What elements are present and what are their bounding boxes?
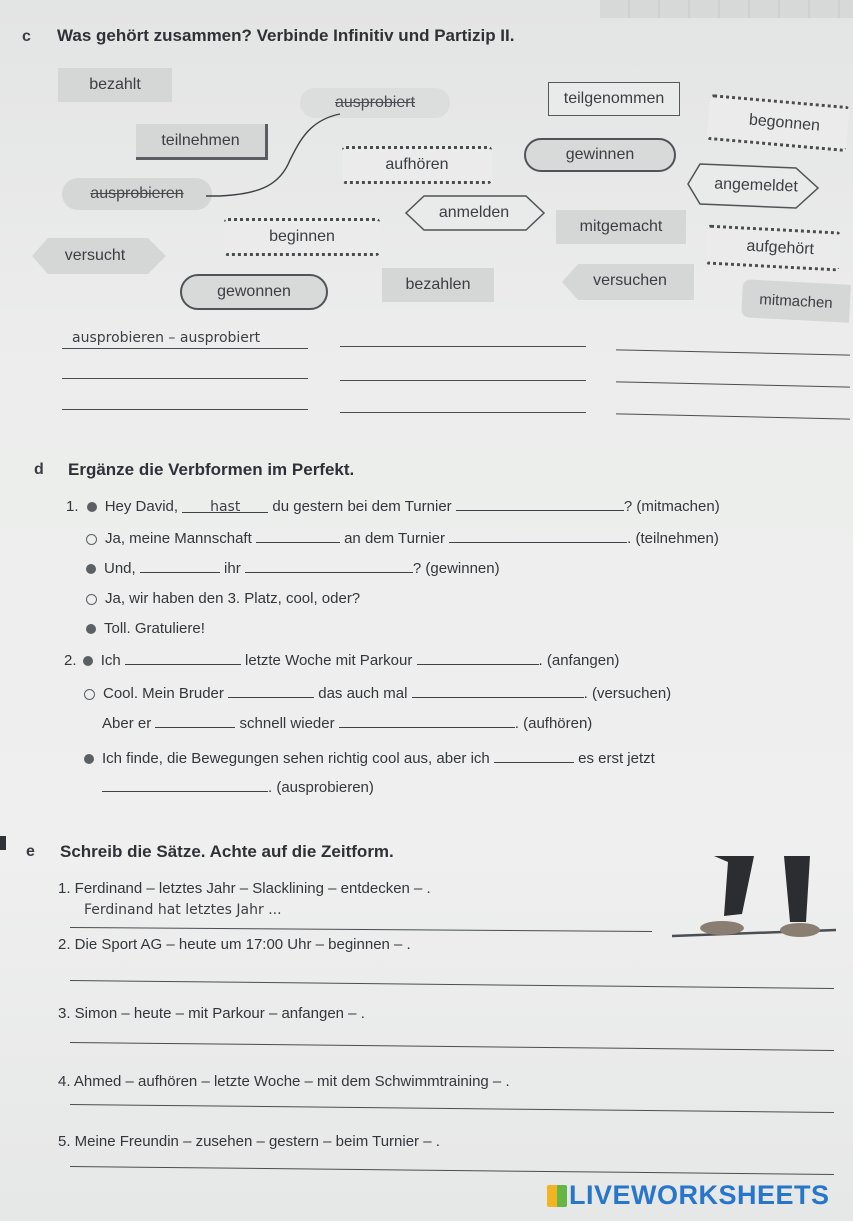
example-answer: ausprobieren – ausprobiert <box>72 330 261 346</box>
gap[interactable] <box>228 683 314 698</box>
word-card[interactable] <box>524 138 676 172</box>
text: Hey David, <box>104 498 179 515</box>
dialog-line <box>84 683 671 702</box>
text: . (anfangen) <box>538 652 620 669</box>
word-label: mitmachen <box>758 290 834 312</box>
dialog-line <box>66 496 720 515</box>
word-card[interactable] <box>382 268 494 302</box>
gap[interactable] <box>140 558 220 573</box>
gap[interactable] <box>456 496 624 511</box>
word-card[interactable] <box>741 279 851 323</box>
text: letzte Woche mit Parkour <box>245 652 413 669</box>
speaker-a-dot <box>83 656 93 666</box>
text: Ich <box>100 652 121 669</box>
liveworksheets-logo <box>547 1180 830 1211</box>
section-e-letter: e <box>26 843 35 860</box>
word-label: bezahlt <box>89 76 141 93</box>
word-card[interactable] <box>62 178 212 210</box>
gap[interactable] <box>102 777 268 792</box>
word-label: aufhören <box>385 156 449 173</box>
answer-line[interactable] <box>340 346 586 347</box>
text: es erst jetzt <box>578 750 655 767</box>
answer-line[interactable] <box>70 1104 834 1113</box>
word-card[interactable] <box>40 242 150 270</box>
text: ? (mitmachen) <box>623 498 720 515</box>
sentence-prompt: 3. Simon – heute – mit Parkour – anfangen – . <box>58 1005 365 1022</box>
gap[interactable] <box>182 498 268 513</box>
sentence-answer: Ferdinand hat letztes Jahr ... <box>84 902 282 918</box>
dialog-line <box>86 590 360 607</box>
word-label: angemeldet <box>713 175 799 196</box>
word-label: mitgemacht <box>579 218 663 235</box>
text: Cool. Mein Bruder <box>103 685 224 702</box>
section-c-heading: Was gehört zusammen? Verbinde Infinitiv und Partizip II. <box>57 26 515 45</box>
word-label: teilgenommen <box>563 90 665 107</box>
text: schnell wieder <box>239 715 335 732</box>
word-card[interactable] <box>574 266 686 296</box>
text: . (aufhören) <box>514 715 593 732</box>
text: Ich finde, die Bewegungen sehen richtig cool aus, aber ich <box>102 750 490 767</box>
answer-line[interactable] <box>62 409 308 410</box>
answer-line[interactable] <box>616 413 850 419</box>
gap[interactable] <box>449 528 627 543</box>
word-card[interactable] <box>180 274 328 310</box>
word-label: bezahlen <box>405 276 471 293</box>
word-card[interactable] <box>342 146 492 184</box>
sentence-prompt: 4. Ahmed – aufhören – letzte Woche – mit dem Schwimmtraining – . <box>58 1073 510 1090</box>
speaker-a-dot <box>87 502 97 512</box>
dialog-line <box>64 650 619 669</box>
gap[interactable] <box>245 558 413 573</box>
answer-line[interactable] <box>70 1042 834 1051</box>
word-label: gewonnen <box>217 283 291 300</box>
answer-line[interactable] <box>340 380 586 381</box>
word-card[interactable] <box>705 225 841 272</box>
word-card[interactable] <box>706 94 849 152</box>
answer-line[interactable] <box>340 412 586 413</box>
word-label: begonnen <box>748 111 821 135</box>
text: ihr <box>224 560 241 577</box>
page-mark <box>0 836 6 850</box>
logo-text: LIVEWORKSHEETS <box>569 1180 830 1210</box>
logo-icon <box>547 1185 567 1207</box>
word-label: gewinnen <box>565 146 635 163</box>
section-d-heading: Ergänze die Verbformen im Perfekt. <box>68 460 355 479</box>
exercise-number: 2. <box>64 652 77 669</box>
dialog-line <box>86 528 719 547</box>
dialog-line <box>86 620 205 637</box>
text: . (teilnehmen) <box>627 530 719 547</box>
text: Toll. Gratuliere! <box>104 620 205 637</box>
section-d-letter: d <box>34 461 44 478</box>
word-label: versucht <box>64 247 126 264</box>
speaker-b-dot <box>86 594 97 605</box>
text: ? (gewinnen) <box>412 560 500 577</box>
text: Ja, wir haben den 3. Platz, cool, oder? <box>105 590 361 607</box>
sentence-prompt: 5. Meine Freundin – zusehen – gestern – beim Turnier – . <box>58 1133 440 1150</box>
gap-answer: hast <box>210 499 241 515</box>
gap[interactable] <box>256 528 340 543</box>
answer-line[interactable] <box>62 348 308 349</box>
answer-line[interactable] <box>70 980 834 989</box>
text: an dem Turnier <box>344 530 445 547</box>
text: Und, <box>104 560 136 577</box>
speaker-a-dot <box>84 754 94 764</box>
answer-line[interactable] <box>62 378 308 379</box>
word-label: anmelden <box>438 204 510 221</box>
answer-line[interactable] <box>70 1166 834 1175</box>
exercise-number: 1. <box>66 498 79 515</box>
text: Ja, meine Mannschaft <box>105 530 252 547</box>
word-label: aufgehört <box>746 237 815 259</box>
answer-line[interactable] <box>616 349 850 355</box>
gap[interactable] <box>339 713 515 728</box>
section-e-heading: Schreib die Sätze. Achte auf die Zeitform. <box>60 842 394 861</box>
dialog-line <box>102 777 374 796</box>
word-card[interactable] <box>548 82 680 116</box>
word-card[interactable] <box>700 170 813 202</box>
dialog-line <box>84 748 655 767</box>
answer-line[interactable] <box>616 381 850 387</box>
text: du gestern bei dem Turnier <box>272 498 452 515</box>
word-label: teilnehmen <box>161 131 240 149</box>
text: . (versuchen) <box>583 685 672 702</box>
word-card[interactable] <box>418 198 530 228</box>
sentence-prompt: 1. Ferdinand – letztes Jahr – Slacklining – entdecken – . <box>58 880 431 897</box>
gap[interactable] <box>412 683 584 698</box>
answer-line[interactable] <box>70 927 652 932</box>
slackline-illustration <box>668 852 840 948</box>
text: . (ausprobieren) <box>268 779 374 796</box>
speaker-b-dot <box>84 689 95 700</box>
connection-line <box>200 110 350 210</box>
page-edge <box>600 0 853 18</box>
dialog-line <box>86 558 500 577</box>
word-card[interactable] <box>224 218 380 256</box>
dialog-line <box>102 713 592 732</box>
gap[interactable] <box>417 650 539 665</box>
speaker-a-dot <box>86 624 96 634</box>
word-label: beginnen <box>269 228 335 245</box>
word-label: ausprobieren <box>90 185 184 202</box>
speaker-b-dot <box>86 534 97 545</box>
section-c-letter: c <box>22 28 31 45</box>
word-label: versuchen <box>593 272 667 289</box>
text: das auch mal <box>318 685 408 702</box>
sentence-prompt: 2. Die Sport AG – heute um 17:00 Uhr – beginnen – . <box>58 936 411 953</box>
word-card[interactable] <box>556 210 686 244</box>
gap[interactable] <box>494 748 574 763</box>
word-card[interactable] <box>58 68 172 102</box>
gap[interactable] <box>155 713 235 728</box>
gap[interactable] <box>125 650 241 665</box>
word-label: ausprobiert <box>334 94 416 111</box>
speaker-a-dot <box>86 564 96 574</box>
text: Aber er <box>102 715 152 732</box>
